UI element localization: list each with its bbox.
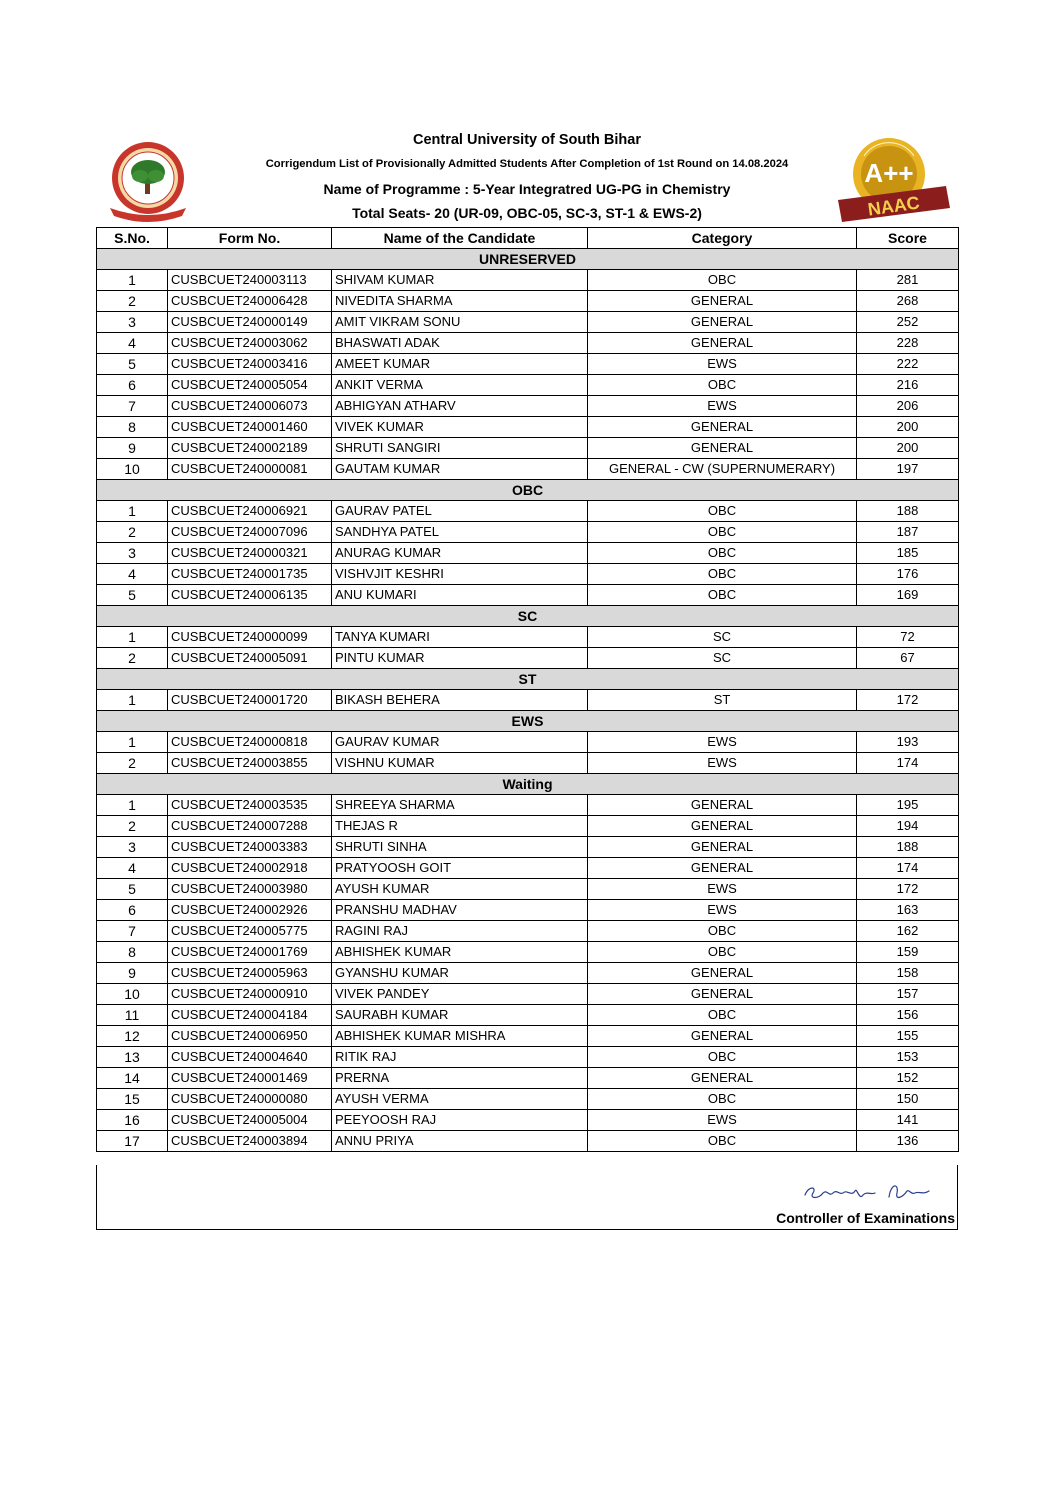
score-cell: 152: [857, 1068, 959, 1089]
score-cell: 200: [857, 438, 959, 459]
table-row: [97, 921, 959, 942]
section-header-row: [97, 774, 959, 795]
total-seats: Total Seats- 20 (UR-09, OBC-05, SC-3, ST-1 & EWS-2): [352, 205, 702, 221]
score-cell: 158: [857, 963, 959, 984]
score-cell: 197: [857, 459, 959, 480]
form-number-cell: CUSBCUET240005963: [168, 963, 332, 984]
section-header-row: [97, 480, 959, 501]
candidate-name-cell: NIVEDITA SHARMA: [332, 291, 588, 312]
candidate-name-cell: ANU KUMARI: [332, 585, 588, 606]
table-body: [97, 249, 959, 1152]
score-cell: 200: [857, 417, 959, 438]
category-cell: EWS: [588, 396, 857, 417]
candidate-name-cell: GAURAV PATEL: [332, 501, 588, 522]
category-cell: OBC: [588, 270, 857, 291]
form-number-cell: CUSBCUET240005775: [168, 921, 332, 942]
signature-block: [96, 1165, 958, 1230]
candidate-name-cell: AYUSH VERMA: [332, 1089, 588, 1110]
serial-number-cell: 2: [97, 648, 168, 669]
form-number-cell: CUSBCUET240007096: [168, 522, 332, 543]
serial-number-cell: 7: [97, 396, 168, 417]
serial-number-cell: 4: [97, 333, 168, 354]
serial-number-cell: 8: [97, 942, 168, 963]
table-row: [97, 270, 959, 291]
form-number-cell: CUSBCUET240000149: [168, 312, 332, 333]
table-row: [97, 753, 959, 774]
table-row: [97, 879, 959, 900]
serial-number-cell: 1: [97, 732, 168, 753]
score-cell: 268: [857, 291, 959, 312]
table-row: [97, 459, 959, 480]
candidate-name-cell: RITIK RAJ: [332, 1047, 588, 1068]
table-row: [97, 942, 959, 963]
naac-grade-text: A++: [864, 158, 914, 188]
programme-name: Name of Programme : 5-Year Integratred UG-PG in Chemistry: [323, 181, 731, 197]
serial-number-cell: 13: [97, 1047, 168, 1068]
serial-number-cell: 6: [97, 375, 168, 396]
section-title: EWS: [97, 711, 959, 732]
form-number-cell: CUSBCUET240003855: [168, 753, 332, 774]
category-cell: EWS: [588, 732, 857, 753]
form-number-cell: CUSBCUET240002918: [168, 858, 332, 879]
form-number-cell: CUSBCUET240001469: [168, 1068, 332, 1089]
naac-badge-logo: [834, 134, 952, 226]
serial-number-cell: 1: [97, 270, 168, 291]
table-row: [97, 690, 959, 711]
category-cell: EWS: [588, 879, 857, 900]
table-row: [97, 648, 959, 669]
category-cell: EWS: [588, 354, 857, 375]
table-row: [97, 438, 959, 459]
form-number-cell: CUSBCUET240000081: [168, 459, 332, 480]
score-cell: 216: [857, 375, 959, 396]
serial-number-cell: 8: [97, 417, 168, 438]
table-row: [97, 543, 959, 564]
category-cell: OBC: [588, 1089, 857, 1110]
score-cell: 193: [857, 732, 959, 753]
table-row: [97, 1068, 959, 1089]
serial-number-cell: 2: [97, 753, 168, 774]
category-cell: GENERAL: [588, 963, 857, 984]
form-number-cell: CUSBCUET240001460: [168, 417, 332, 438]
form-number-cell: CUSBCUET240004184: [168, 1005, 332, 1026]
category-cell: GENERAL: [588, 438, 857, 459]
serial-number-cell: 10: [97, 984, 168, 1005]
score-cell: 169: [857, 585, 959, 606]
candidate-name-cell: BIKASH BEHERA: [332, 690, 588, 711]
category-cell: GENERAL: [588, 1026, 857, 1047]
naac-label-text: NAAC: [866, 192, 921, 220]
category-cell: ST: [588, 690, 857, 711]
section-header-row: [97, 711, 959, 732]
serial-number-cell: 4: [97, 858, 168, 879]
form-number-cell: CUSBCUET240007288: [168, 816, 332, 837]
score-cell: 187: [857, 522, 959, 543]
category-cell: EWS: [588, 1110, 857, 1131]
table-row: [97, 396, 959, 417]
candidate-name-cell: ANKIT VERMA: [332, 375, 588, 396]
table-row: [97, 900, 959, 921]
candidate-name-cell: BHASWATI ADAK: [332, 333, 588, 354]
category-cell: EWS: [588, 753, 857, 774]
category-cell: SC: [588, 627, 857, 648]
candidate-name-cell: TANYA KUMARI: [332, 627, 588, 648]
admission-list-table: [96, 227, 959, 1152]
candidate-name-cell: GYANSHU KUMAR: [332, 963, 588, 984]
form-number-cell: CUSBCUET240001735: [168, 564, 332, 585]
category-cell: OBC: [588, 375, 857, 396]
table-row: [97, 312, 959, 333]
serial-number-cell: 2: [97, 816, 168, 837]
table-row: [97, 732, 959, 753]
serial-number-cell: 1: [97, 795, 168, 816]
score-cell: 188: [857, 501, 959, 522]
score-cell: 174: [857, 753, 959, 774]
column-header-score: Score: [857, 228, 959, 249]
serial-number-cell: 7: [97, 921, 168, 942]
category-cell: OBC: [588, 942, 857, 963]
serial-number-cell: 15: [97, 1089, 168, 1110]
serial-number-cell: 9: [97, 963, 168, 984]
serial-number-cell: 14: [97, 1068, 168, 1089]
serial-number-cell: 5: [97, 585, 168, 606]
category-cell: GENERAL: [588, 984, 857, 1005]
form-number-cell: CUSBCUET240003113: [168, 270, 332, 291]
score-cell: 176: [857, 564, 959, 585]
serial-number-cell: 10: [97, 459, 168, 480]
form-number-cell: CUSBCUET240002189: [168, 438, 332, 459]
score-cell: 156: [857, 1005, 959, 1026]
candidate-name-cell: GAUTAM KUMAR: [332, 459, 588, 480]
candidate-name-cell: THEJAS R: [332, 816, 588, 837]
table-row: [97, 1110, 959, 1131]
section-header-row: [97, 669, 959, 690]
score-cell: 163: [857, 900, 959, 921]
table-row: [97, 1005, 959, 1026]
controller-of-examinations: Controller of Examinations: [776, 1210, 955, 1226]
category-cell: GENERAL - CW (SUPERNUMERARY): [588, 459, 857, 480]
table-row: [97, 375, 959, 396]
score-cell: 141: [857, 1110, 959, 1131]
section-title: ST: [97, 669, 959, 690]
candidate-name-cell: VIVEK PANDEY: [332, 984, 588, 1005]
table-row: [97, 354, 959, 375]
candidate-name-cell: PEEYOOSH RAJ: [332, 1110, 588, 1131]
score-cell: 281: [857, 270, 959, 291]
form-number-cell: CUSBCUET240003894: [168, 1131, 332, 1152]
candidate-name-cell: VISHVJIT KESHRI: [332, 564, 588, 585]
section-header-row: [97, 249, 959, 270]
category-cell: OBC: [588, 585, 857, 606]
category-cell: OBC: [588, 543, 857, 564]
serial-number-cell: 2: [97, 291, 168, 312]
candidate-name-cell: AYUSH KUMAR: [332, 879, 588, 900]
university-name: Central University of South Bihar: [412, 132, 641, 148]
serial-number-cell: 5: [97, 354, 168, 375]
score-cell: 155: [857, 1026, 959, 1047]
section-title: OBC: [97, 480, 959, 501]
category-cell: SC: [588, 648, 857, 669]
table-row: [97, 1131, 959, 1152]
serial-number-cell: 3: [97, 312, 168, 333]
table-header-row: [97, 228, 959, 249]
candidate-name-cell: RAGINI RAJ: [332, 921, 588, 942]
form-number-cell: CUSBCUET240000321: [168, 543, 332, 564]
score-cell: 67: [857, 648, 959, 669]
form-number-cell: CUSBCUET240003062: [168, 333, 332, 354]
table-row: [97, 816, 959, 837]
score-cell: 222: [857, 354, 959, 375]
candidate-name-cell: ABHISHEK KUMAR MISHRA: [332, 1026, 588, 1047]
serial-number-cell: 9: [97, 438, 168, 459]
form-number-cell: CUSBCUET240000910: [168, 984, 332, 1005]
form-number-cell: CUSBCUET240003383: [168, 837, 332, 858]
candidate-name-cell: AMEET KUMAR: [332, 354, 588, 375]
score-cell: 162: [857, 921, 959, 942]
score-cell: 150: [857, 1089, 959, 1110]
table-row: [97, 333, 959, 354]
category-cell: GENERAL: [588, 312, 857, 333]
candidate-name-cell: ABHIGYAN ATHARV: [332, 396, 588, 417]
form-number-cell: CUSBCUET240003416: [168, 354, 332, 375]
table-row: [97, 963, 959, 984]
form-number-cell: CUSBCUET240003980: [168, 879, 332, 900]
column-header-sno: S.No.: [97, 228, 168, 249]
form-number-cell: CUSBCUET240005004: [168, 1110, 332, 1131]
table-row: [97, 858, 959, 879]
score-cell: 206: [857, 396, 959, 417]
category-cell: OBC: [588, 921, 857, 942]
score-cell: 136: [857, 1131, 959, 1152]
category-cell: GENERAL: [588, 858, 857, 879]
form-number-cell: CUSBCUET240004640: [168, 1047, 332, 1068]
section-header-row: [97, 606, 959, 627]
score-cell: 185: [857, 543, 959, 564]
category-cell: GENERAL: [588, 1068, 857, 1089]
score-cell: 174: [857, 858, 959, 879]
candidate-name-cell: SHRUTI SANGIRI: [332, 438, 588, 459]
table-row: [97, 585, 959, 606]
candidate-name-cell: PRERNA: [332, 1068, 588, 1089]
category-cell: OBC: [588, 522, 857, 543]
form-number-cell: CUSBCUET240001720: [168, 690, 332, 711]
form-number-cell: CUSBCUET240006950: [168, 1026, 332, 1047]
candidate-name-cell: VIVEK KUMAR: [332, 417, 588, 438]
score-cell: 188: [857, 837, 959, 858]
category-cell: EWS: [588, 900, 857, 921]
score-cell: 159: [857, 942, 959, 963]
form-number-cell: CUSBCUET240000818: [168, 732, 332, 753]
score-cell: 228: [857, 333, 959, 354]
table-row: [97, 1047, 959, 1068]
table-row: [97, 837, 959, 858]
score-cell: 194: [857, 816, 959, 837]
candidate-name-cell: PINTU KUMAR: [332, 648, 588, 669]
category-cell: GENERAL: [588, 837, 857, 858]
form-number-cell: CUSBCUET240006921: [168, 501, 332, 522]
form-number-cell: CUSBCUET240001769: [168, 942, 332, 963]
candidate-name-cell: GAURAV KUMAR: [332, 732, 588, 753]
table-row: [97, 291, 959, 312]
candidate-name-cell: VISHNU KUMAR: [332, 753, 588, 774]
candidate-name-cell: SHRUTI SINHA: [332, 837, 588, 858]
form-number-cell: CUSBCUET240005091: [168, 648, 332, 669]
score-cell: 252: [857, 312, 959, 333]
handwritten-signature: [799, 1177, 939, 1205]
table-row: [97, 564, 959, 585]
candidate-name-cell: ANNU PRIYA: [332, 1131, 588, 1152]
candidate-name-cell: ANURAG KUMAR: [332, 543, 588, 564]
form-number-cell: CUSBCUET240006135: [168, 585, 332, 606]
score-cell: 153: [857, 1047, 959, 1068]
candidate-name-cell: SHIVAM KUMAR: [332, 270, 588, 291]
form-number-cell: CUSBCUET240005054: [168, 375, 332, 396]
serial-number-cell: 5: [97, 879, 168, 900]
category-cell: OBC: [588, 564, 857, 585]
category-cell: GENERAL: [588, 417, 857, 438]
serial-number-cell: 17: [97, 1131, 168, 1152]
serial-number-cell: 3: [97, 543, 168, 564]
serial-number-cell: 16: [97, 1110, 168, 1131]
category-cell: GENERAL: [588, 291, 857, 312]
candidate-name-cell: ABHISHEK KUMAR: [332, 942, 588, 963]
form-number-cell: CUSBCUET240000080: [168, 1089, 332, 1110]
table-row: [97, 417, 959, 438]
form-number-cell: CUSBCUET240002926: [168, 900, 332, 921]
table-row: [97, 1089, 959, 1110]
score-cell: 172: [857, 879, 959, 900]
serial-number-cell: 1: [97, 501, 168, 522]
form-number-cell: CUSBCUET240006073: [168, 396, 332, 417]
candidate-name-cell: SAURABH KUMAR: [332, 1005, 588, 1026]
category-cell: OBC: [588, 1131, 857, 1152]
form-number-cell: CUSBCUET240006428: [168, 291, 332, 312]
score-cell: 172: [857, 690, 959, 711]
category-cell: OBC: [588, 501, 857, 522]
score-cell: 72: [857, 627, 959, 648]
category-cell: GENERAL: [588, 333, 857, 354]
list-subtitle: Corrigendum List of Provisionally Admitted Students After Completion of 1st Round on 14.08.2024: [265, 158, 789, 170]
candidate-name-cell: PRANSHU MADHAV: [332, 900, 588, 921]
serial-number-cell: 4: [97, 564, 168, 585]
table-row: [97, 1026, 959, 1047]
section-title: SC: [97, 606, 959, 627]
column-header-category: Category: [588, 228, 857, 249]
category-cell: OBC: [588, 1005, 857, 1026]
category-cell: OBC: [588, 1047, 857, 1068]
serial-number-cell: 3: [97, 837, 168, 858]
column-header-name: Name of the Candidate: [332, 228, 588, 249]
candidate-name-cell: SANDHYA PATEL: [332, 522, 588, 543]
table-row: [97, 795, 959, 816]
table-row: [97, 522, 959, 543]
serial-number-cell: 12: [97, 1026, 168, 1047]
table-row: [97, 627, 959, 648]
serial-number-cell: 1: [97, 690, 168, 711]
category-cell: GENERAL: [588, 816, 857, 837]
table-row: [97, 501, 959, 522]
category-cell: GENERAL: [588, 795, 857, 816]
serial-number-cell: 2: [97, 522, 168, 543]
score-cell: 157: [857, 984, 959, 1005]
form-number-cell: CUSBCUET240000099: [168, 627, 332, 648]
serial-number-cell: 1: [97, 627, 168, 648]
table-row: [97, 984, 959, 1005]
section-title: Waiting: [97, 774, 959, 795]
candidate-name-cell: AMIT VIKRAM SONU: [332, 312, 588, 333]
candidate-name-cell: SHREEYA SHARMA: [332, 795, 588, 816]
section-title: UNRESERVED: [97, 249, 959, 270]
document-header: [96, 128, 958, 226]
serial-number-cell: 6: [97, 900, 168, 921]
candidate-name-cell: PRATYOOSH GOIT: [332, 858, 588, 879]
column-header-form-no: Form No.: [168, 228, 332, 249]
form-number-cell: CUSBCUET240003535: [168, 795, 332, 816]
score-cell: 195: [857, 795, 959, 816]
serial-number-cell: 11: [97, 1005, 168, 1026]
